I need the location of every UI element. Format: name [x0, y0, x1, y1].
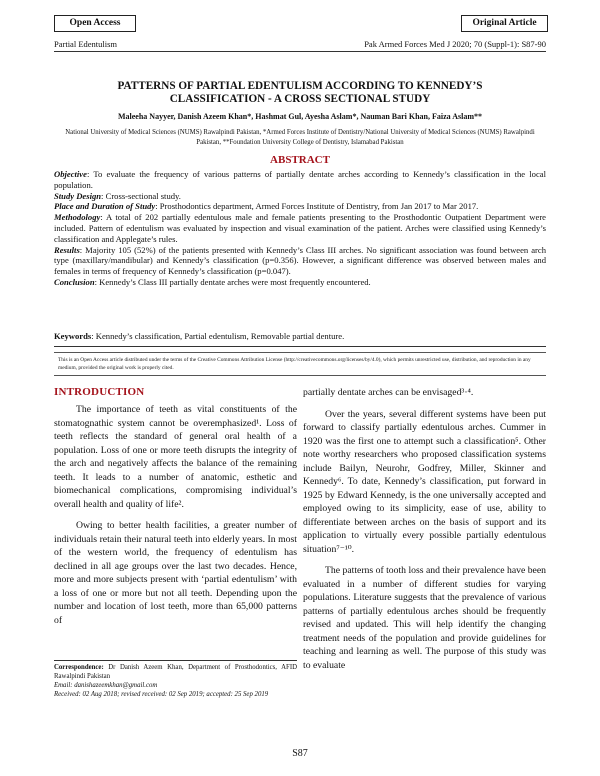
title-line-2: CLASSIFICATION - A CROSS SECTIONAL STUDY	[169, 93, 431, 105]
abstract-body	[54, 169, 546, 288]
intro-paragraph-4: The patterns of tooth loss and their prevalence have been evaluated in a number of different studies for varying populations. Literature suggests that the prevalence of various patterns of partially edentulous arches should be frequently revised and updated. This will help identify the changing treatment needs of the population and provide guidelines for teaching and learning as well. The purpose of this study was to evaluate	[303, 565, 546, 671]
abstract-heading: ABSTRACT	[270, 154, 330, 166]
manuscript-dates: Received: 02 Aug 2018; revised received: 02 Sep 2019; accepted: 25 Sep 2019	[54, 691, 269, 698]
conclusion-label: Conclusion	[54, 276, 95, 287]
keywords-label: Keywords	[54, 331, 92, 341]
intro-paragraph-3: Over the years, several different systems have been put forward to classify partially edentulous arches. Cummer in 1920 was the first one to attempt such a classification⁵. Other note worthy researchers who proposed classification systems include Bailyn, Neurohr, Godfrey, Miller, Skinner and Kennedy⁶. To date, Kennedy’s classification, put forward in 1925 by Edward Kennedy, is the one universally accepted and employed owing to its simplicity, ease of use, ability to differentiate between arches on the basis of support and its application to virtually every possible partially edentulous situation⁷⁻¹⁰.	[303, 408, 546, 555]
keywords	[54, 331, 546, 342]
correspondence-text: Dr Danish Azeem Khan, Department of Prosthodontics, AFID Rawalpindi Pakistan	[54, 664, 297, 680]
affiliations: National University of Medical Sciences (NUMS) Rawalpindi Pakistan, *Armed Forces Institute of Dentistry/National University of Medical Sciences (NUMS) Rawalpindi Pakistan, **Foundation University College of Dentistry, Islamabad Pakistan	[65, 129, 535, 146]
abstract-objective	[54, 169, 546, 191]
correspondence-email: Email: danishazeemkhan@gmail.com	[54, 682, 158, 689]
running-head-right: Pak Armed Forces Med J 2020; 70 (Suppl-1): S87-90	[364, 39, 546, 49]
conclusion-text: : Kennedy’s Class III partially dentate arches were most frequently encountered.	[94, 276, 371, 287]
results-label: Results	[54, 244, 80, 255]
correspondence-box	[54, 660, 297, 699]
methodology-label: Methodology	[54, 212, 101, 223]
page-number: S87	[292, 748, 308, 759]
title-line-1: PATTERNS OF PARTIAL EDENTULISM ACCORDING TO KENNEDY’S	[117, 80, 483, 92]
header-rule	[54, 51, 546, 52]
license-notice: This is an Open Access article distributed under the terms of the Creative Commons Attribution License (http://creativecommons.org/licenses/by/4.0), which permits unrestricted use, distribution, and reproduction in any medium, provided the original work is properly cited.	[54, 352, 546, 376]
design-label: Study Design	[54, 190, 102, 201]
author-list: Maleeha Nayyer, Danish Azeem Khan*, Hashmat Gul, Ayesha Aslam*, Nauman Bari Khan, Faiza Aslam**	[117, 112, 483, 121]
objective-text: : To evaluate the frequency of various patterns of partially dentate arches according to Kennedy’s classification in the local population.	[54, 169, 546, 190]
objective-label: Objective	[54, 169, 87, 179]
abstract-results	[54, 245, 546, 277]
body-column-left	[54, 386, 297, 627]
article-title	[54, 80, 546, 106]
correspondence-author	[54, 663, 297, 681]
article-type-badge: Original Article	[461, 15, 548, 32]
place-text: : Prosthodontics department, Armed Forces Institute of Dentistry, from Jan 2017 to Mar 2017.	[155, 201, 479, 212]
open-access-badge: Open Access	[54, 15, 136, 32]
introduction-heading: INTRODUCTION	[54, 386, 145, 398]
abstract-conclusion	[54, 277, 546, 288]
abstract-place	[54, 201, 546, 212]
correspondence-label: Correspondence:	[54, 664, 104, 671]
place-label: Place and Duration of Study	[54, 201, 156, 212]
design-text: : Cross-sectional study.	[101, 190, 181, 201]
intro-paragraph-2: Owing to better health facilities, a greater number of individuals retain their natural teeth into elderly years. In most of the western world, the frequency of edentulism has declined in all age groups over the last two decades. Hence, more and more subjects present with ‘partial edentulism’ with a loss of one or more but not all teeth. Depending upon the number and location of lost teeth, more than 65,000 patterns of	[54, 520, 297, 626]
intro-paragraph-2-continued: partially dentate arches can be envisaged³·⁴.	[303, 387, 474, 398]
methodology-text: : A total of 202 partially edentulous male and female patients presenting to the Prosthodontic Outpatient Department were included. Pattern of edentulism was evaluated by inspection and visual examination of the patient. Arches were classified using Kennedy’s classification and Applegate’s rules.	[54, 212, 546, 244]
running-head-left: Partial Edentulism	[54, 39, 118, 49]
keywords-rule	[54, 346, 546, 347]
body-column-right	[303, 386, 546, 672]
intro-paragraph-1: The importance of teeth as vital constituents of the stomatognathic system cannot be overemphasized¹. Loss of teeth reflects the standard of general oral health of a population. Loss of one or more teeth disrupts the integrity of the arch and negatively affects the balance of the remaining teeth. It leads to a number of anatomic, esthetic and biomechanical complications, compromising individual’s overall health and quality of life².	[54, 404, 297, 510]
keywords-text: : Kennedy’s classification, Partial edentulism, Removable partial denture.	[91, 331, 345, 341]
results-text: : Majority 105 (52%) of the patients presented with Kennedy’s Class III arches. No significant association was found between arch type (maxillary/mandibular) and Kennedy’s classification (p=0.356). However, a significant difference was observed between males and females in terms of frequency of Kennedy’s classification (p=0.047).	[54, 244, 546, 277]
abstract-methodology	[54, 212, 546, 244]
abstract-design	[54, 191, 546, 202]
